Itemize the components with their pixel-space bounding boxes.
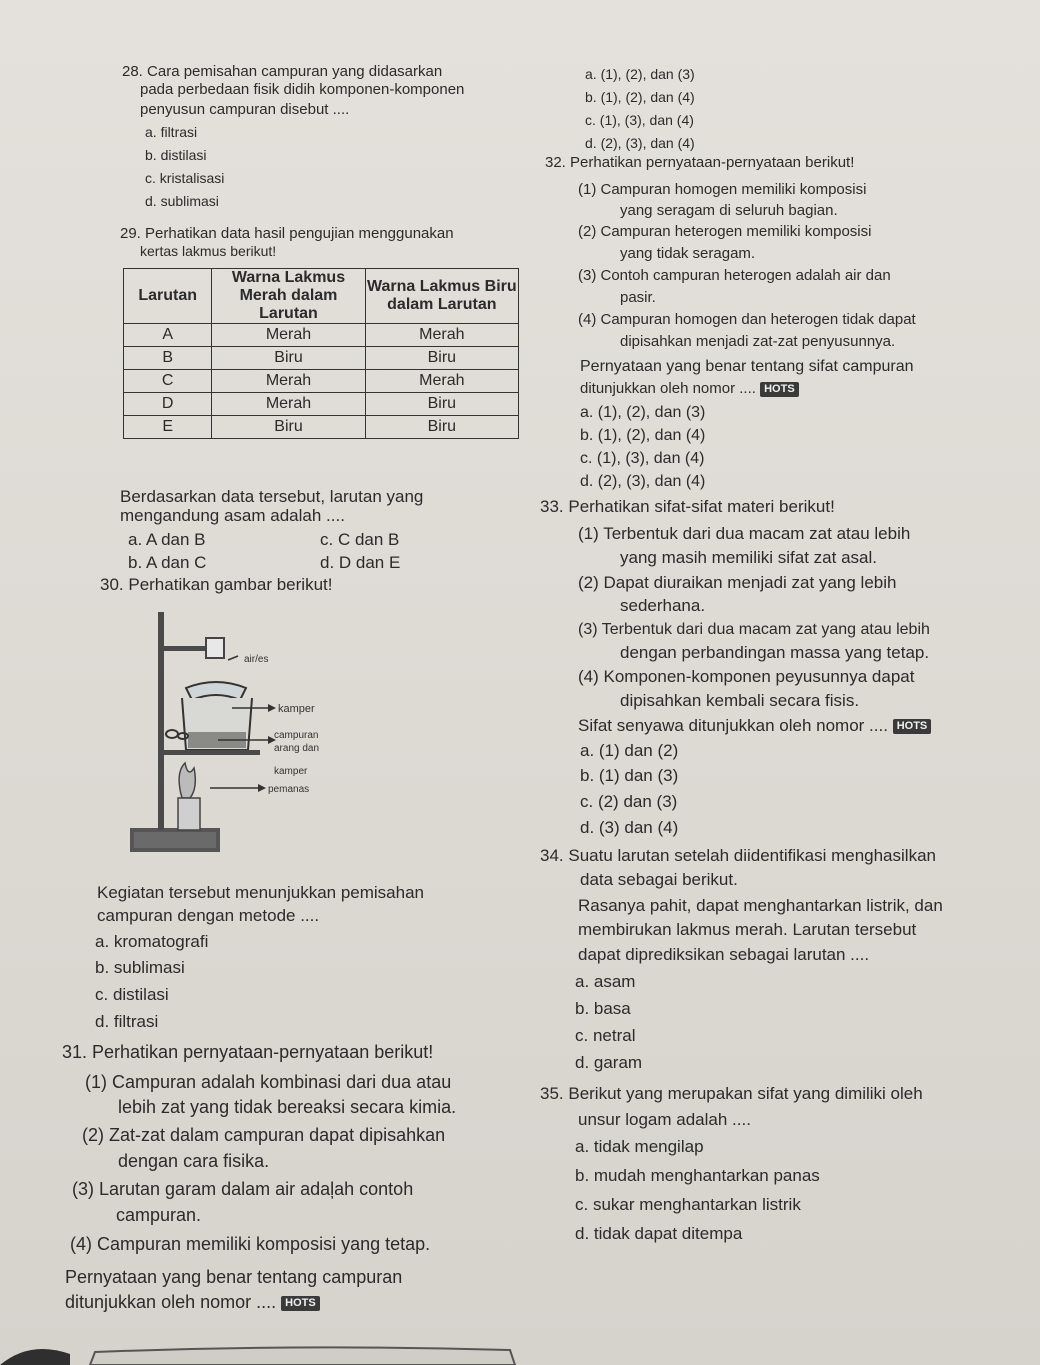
label-air-es: air/es	[244, 654, 269, 665]
q33-item-2b: sederhana.	[620, 596, 706, 615]
q34-body-3: dapat diprediksikan sebagai larutan ....	[578, 945, 870, 964]
q32-option-b: b. (1), (2), dan (4)	[580, 427, 706, 444]
q30-option-c: c. distilasi	[95, 985, 169, 1004]
q29-stem-1: 29. Perhatikan data hasil pengujian menggunakan	[120, 225, 454, 242]
table-row	[124, 324, 519, 347]
q29-option-b: b. A dan C	[128, 553, 207, 572]
table-row	[124, 393, 519, 416]
q33-item-4b: dipisahkan kembali secara fisis.	[620, 691, 860, 710]
q29-after-2: mengandung asam adalah ....	[120, 506, 345, 525]
hots-badge: HOTS	[893, 719, 932, 734]
hots-badge: HOTS	[760, 382, 799, 397]
q33-item-2: (2) Dapat diuraikan menjadi zat yang lebih	[578, 573, 897, 592]
q35-option-c: c. sukar menghantarkan listrik	[575, 1195, 801, 1214]
q29-after-1: Berdasarkan data tersebut, larutan yang	[120, 487, 424, 506]
q31-item-3: (3) Larutan garam dalam air adaļah contoh	[72, 1179, 414, 1199]
table-cell: Merah	[365, 370, 518, 393]
q33-option-d: d. (3) dan (4)	[580, 818, 679, 837]
ice-cover	[186, 682, 246, 700]
table-cell: Biru	[365, 347, 518, 370]
q31-item-2b: dengan cara fisika.	[118, 1151, 270, 1171]
q32-item-2b: yang tidak seragam.	[620, 245, 756, 262]
q30-option-d: d. filtrasi	[95, 1012, 159, 1031]
q33-option-c: c. (2) dan (3)	[580, 792, 678, 811]
table-cell: Merah	[365, 324, 518, 347]
label-kamper-2: kamper	[274, 766, 308, 777]
q31-after-2	[65, 1292, 320, 1312]
q30-stem: 30. Perhatikan gambar berikut!	[100, 575, 333, 594]
burner	[178, 798, 200, 830]
q31-option-c: c. (1), (3), dan (4)	[585, 112, 694, 128]
q31-item-1b: lebih zat yang tidak bereaksi secara kimia.	[118, 1097, 457, 1117]
table-header-larutan: Larutan	[124, 269, 212, 324]
q31-after-1: Pernyataan yang benar tentang campuran	[65, 1267, 403, 1287]
q33-item-3b: dengan perbandingan massa yang tetap.	[620, 643, 930, 662]
table-header-merah: Warna Lakmus Merah dalam Larutan	[212, 269, 365, 324]
q33-after-text: Sifat senyawa ditunjukkan oleh nomor ....	[578, 716, 888, 735]
q32-item-3b: pasir.	[620, 289, 656, 306]
q28-option-d: d. sublimasi	[145, 193, 219, 209]
table-cell: Biru	[365, 393, 518, 416]
q30-option-b: b. sublimasi	[95, 958, 185, 977]
table-cell: Biru	[212, 347, 365, 370]
table-cell: Biru	[212, 416, 365, 439]
q33-item-3: (3) Terbentuk dari dua macam zat yang atau lebih	[578, 621, 930, 638]
q28-option-b: b. distilasi	[145, 147, 207, 163]
q32-item-3: (3) Contoh campuran heterogen adalah air dan	[578, 267, 891, 284]
table-cell: B	[124, 347, 212, 370]
table-cell: A	[124, 324, 212, 347]
q30-after-1: Kegiatan tersebut menunjukkan pemisahan	[97, 883, 424, 902]
q33-after	[578, 716, 931, 736]
q30-after-2: campuran dengan metode ....	[97, 906, 320, 925]
q32-option-a: a. (1), (2), dan (3)	[580, 404, 706, 421]
q34-body-2: membirukan lakmus merah. Larutan tersebut	[578, 920, 917, 939]
table-cell: Merah	[212, 370, 365, 393]
q32-after-1: Pernyataan yang benar tentang sifat campuran	[580, 358, 914, 375]
q32-item-1b: yang seragam di seluruh bagian.	[620, 202, 838, 219]
q32-after-2	[580, 379, 799, 399]
q34-option-c: c. netral	[575, 1026, 636, 1045]
table-row	[124, 347, 519, 370]
q31-item-1: (1) Campuran adalah kombinasi dari dua atau	[85, 1072, 452, 1092]
bottom-decoration	[0, 1340, 1040, 1365]
hots-badge: HOTS	[281, 1296, 320, 1311]
q29-option-c: c. C dan B	[320, 530, 400, 549]
q31-item-2: (2) Zat-zat dalam campuran dapat dipisahkan	[82, 1125, 446, 1145]
q31-option-d: d. (2), (3), dan (4)	[585, 135, 695, 151]
q31-stem: 31. Perhatikan pernyataan-pernyataan berikut!	[62, 1042, 434, 1062]
q28-option-c: c. kristalisasi	[145, 170, 225, 186]
q35-option-a: a. tidak mengilap	[575, 1137, 704, 1156]
q34-option-a: a. asam	[575, 972, 636, 991]
q32-item-2: (2) Campuran heterogen memiliki komposisi	[578, 223, 872, 240]
q34-body-1: Rasanya pahit, dapat menghantarkan listrik, dan	[578, 896, 943, 915]
q33-item-1: (1) Terbentuk dari dua macam zat atau lebih	[578, 524, 911, 543]
q29-option-d: d. D dan E	[320, 553, 401, 572]
q29-option-a: a. A dan B	[128, 530, 206, 549]
table-cell: Merah	[212, 324, 365, 347]
q29-stem-2: kertas lakmus berikut!	[140, 243, 277, 259]
table-cell: Merah	[212, 393, 365, 416]
q34-option-d: d. garam	[575, 1053, 643, 1072]
q30-option-a: a. kromatografi	[95, 932, 209, 951]
q34-stem-1: 34. Suatu larutan setelah diidentifikasi menghasilkan	[540, 846, 936, 865]
lakmus-table	[123, 268, 519, 439]
label-campuran: campuran	[274, 730, 319, 741]
q32-item-1: (1) Campuran homogen memiliki komposisi	[578, 181, 867, 198]
table-cell: C	[124, 370, 212, 393]
q33-option-b: b. (1) dan (3)	[580, 766, 679, 785]
table-row	[124, 370, 519, 393]
table-row	[124, 416, 519, 439]
table-cell: E	[124, 416, 212, 439]
q33-stem: 33. Perhatikan sifat-sifat materi berikut!	[540, 497, 835, 516]
q32-stem: 32. Perhatikan pernyataan-pernyataan berikut!	[545, 154, 855, 171]
q31-after-2-text: ditunjukkan oleh nomor ....	[65, 1292, 277, 1312]
table-cell: Biru	[365, 416, 518, 439]
q34-stem-2: data sebagai berikut.	[580, 870, 738, 889]
q28-stem-3: penyusun campuran disebut ....	[140, 101, 350, 118]
table-header-biru: Warna Lakmus Biru dalam Larutan	[365, 269, 518, 324]
q33-item-4: (4) Komponen-komponen peyusunnya dapat	[578, 667, 915, 686]
q28-stem-2: pada perbedaan fisik didih komponen-komponen	[140, 81, 465, 98]
q32-item-4b: dipisahkan menjadi zat-zat penyusunnya.	[620, 333, 896, 350]
label-kamper: kamper	[278, 703, 315, 715]
sublimation-apparatus-figure	[120, 598, 360, 866]
q35-stem-1: 35. Berikut yang merupakan sifat yang dimiliki oleh	[540, 1084, 923, 1103]
q31-item-4: (4) Campuran memiliki komposisi yang tetap.	[70, 1234, 431, 1254]
q32-item-4: (4) Campuran homogen dan heterogen tidak dapat	[578, 311, 916, 328]
label-arang-dan: arang dan	[274, 743, 320, 754]
q28-stem-1: 28. Cara pemisahan campuran yang didasarkan	[122, 63, 443, 80]
q34-option-b: b. basa	[575, 999, 631, 1018]
ring-clamp	[160, 750, 260, 755]
q35-stem-2: unsur logam adalah ....	[578, 1110, 751, 1129]
q31-item-3b: campuran.	[116, 1205, 202, 1225]
q35-option-d: d. tidak dapat ditempa	[575, 1224, 743, 1243]
q32-option-c: c. (1), (3), dan (4)	[580, 450, 705, 467]
table-cell: D	[124, 393, 212, 416]
q31-option-a: a. (1), (2), dan (3)	[585, 66, 695, 82]
flame	[179, 763, 195, 798]
stand-rod	[158, 612, 164, 830]
q32-option-d: d. (2), (3), dan (4)	[580, 473, 706, 490]
q33-item-1b: yang masih memiliki sifat zat asal.	[620, 548, 877, 567]
q35-option-b: b. mudah menghantarkan panas	[575, 1166, 820, 1185]
label-pemanas: pemanas	[268, 784, 310, 795]
q28-option-a: a. filtrasi	[145, 124, 198, 140]
q31-option-b: b. (1), (2), dan (4)	[585, 89, 695, 105]
q32-after-2-text: ditunjukkan oleh nomor ....	[580, 380, 756, 397]
q33-option-a: a. (1) dan (2)	[580, 741, 679, 760]
